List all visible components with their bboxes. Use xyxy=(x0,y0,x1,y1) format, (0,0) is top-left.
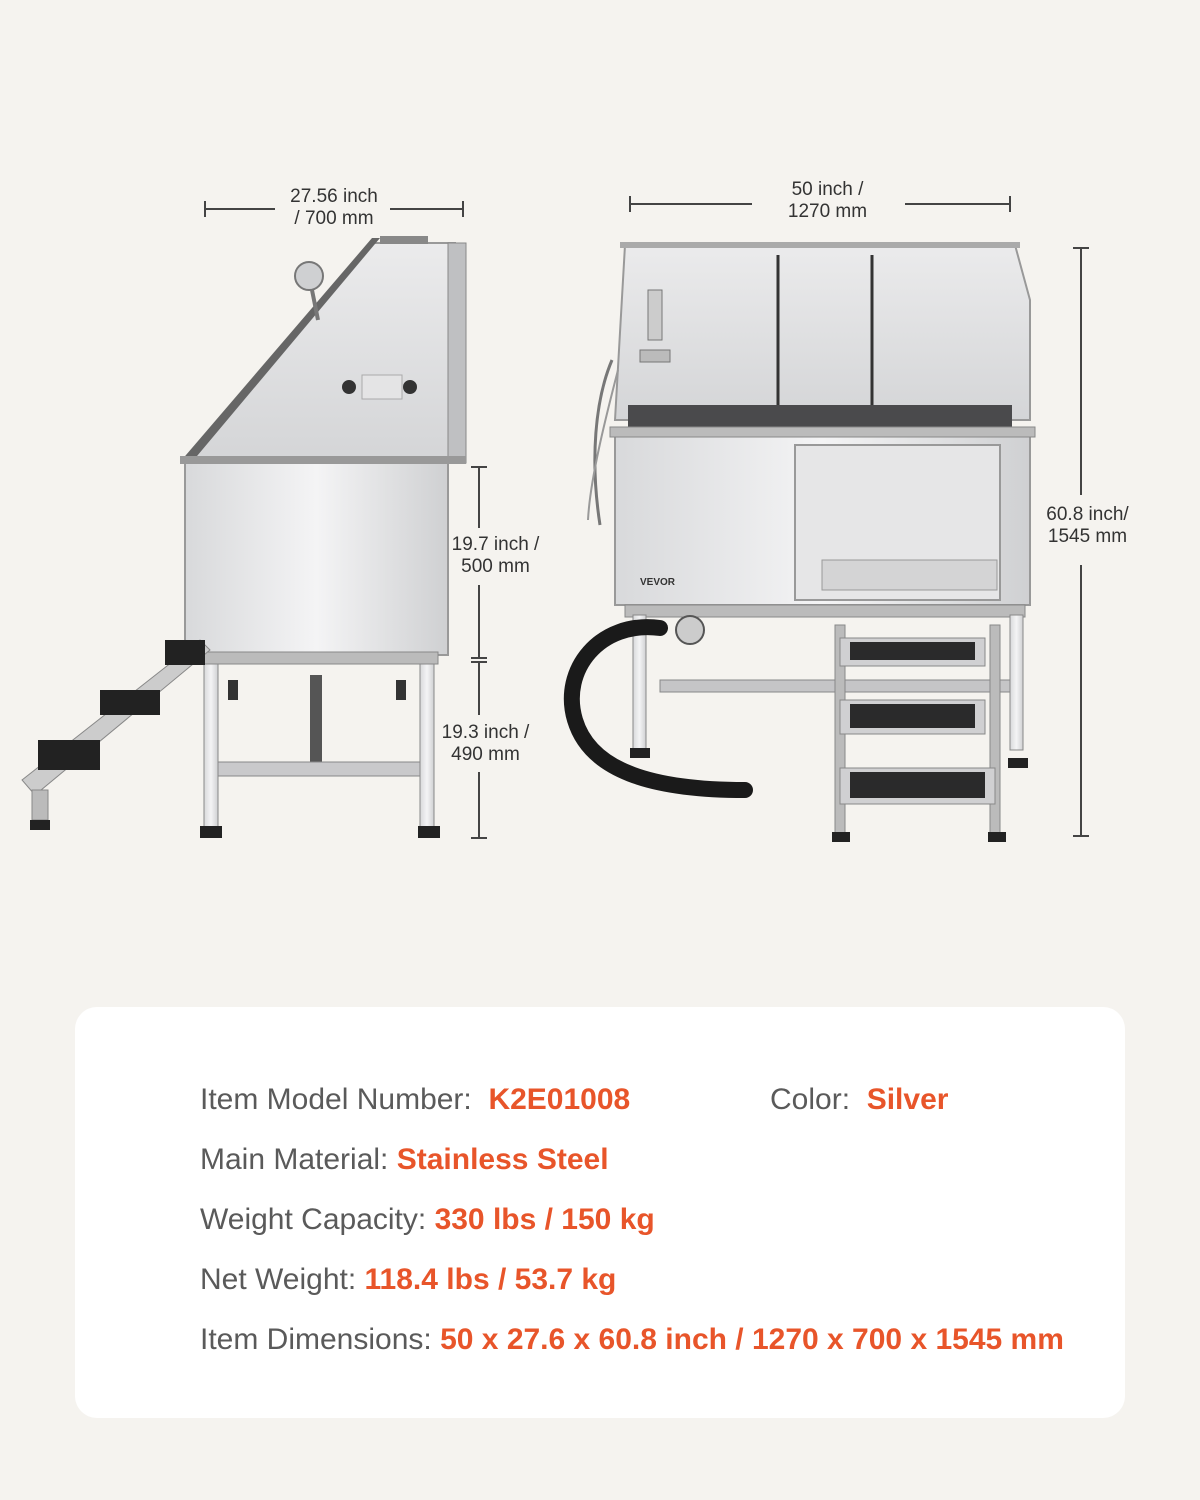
spec-net-weight-value: 118.4 lbs / 53.7 kg xyxy=(364,1263,617,1296)
side-width-label: 27.56 inch / 700 mm xyxy=(290,186,378,229)
spec-color xyxy=(770,1082,948,1118)
spec-net-weight xyxy=(200,1262,616,1298)
spec-color-value: Silver xyxy=(866,1083,949,1116)
spec-net-weight-label: Net Weight: xyxy=(200,1263,357,1296)
spec-capacity-value: 330 lbs / 150 kg xyxy=(434,1203,655,1236)
spec-model-value: K2E01008 xyxy=(488,1083,631,1116)
front-view-tub xyxy=(572,242,1035,842)
spec-material-value: Stainless Steel xyxy=(396,1143,609,1176)
spec-dimensions-value: 50 x 27.6 x 60.8 inch / 1270 x 700 x 1545 mm xyxy=(440,1323,1064,1356)
total-height-label: 60.8 inch/ 1545 mm xyxy=(1046,504,1129,547)
tub-height-label: 19.7 inch / 500 mm xyxy=(451,534,540,577)
leg-height-label: 19.3 inch / 490 mm xyxy=(441,722,530,765)
spec-material-label: Main Material: xyxy=(200,1143,389,1176)
spec-model xyxy=(200,1082,630,1118)
spec-dimensions xyxy=(200,1322,1064,1358)
spec-dimensions-label: Item Dimensions: xyxy=(200,1323,432,1356)
spec-capacity-label: Weight Capacity: xyxy=(200,1203,427,1236)
spec-capacity xyxy=(200,1202,655,1238)
side-view-stairs xyxy=(22,640,210,830)
front-view-stairs xyxy=(832,625,1006,842)
spec-card xyxy=(75,1007,1125,1418)
front-width-label: 50 inch / 1270 mm xyxy=(787,179,868,222)
spec-color-label: Color: xyxy=(770,1083,851,1116)
brand-logo: VEVOR xyxy=(640,577,676,588)
side-view-tub xyxy=(22,236,466,838)
spec-material xyxy=(200,1142,609,1178)
spec-model-label: Item Model Number: xyxy=(200,1083,472,1116)
